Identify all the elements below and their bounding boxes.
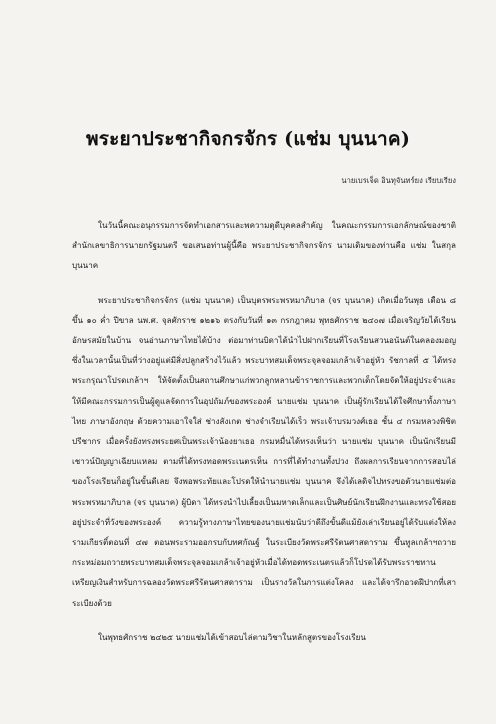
document-title: พระยาประชากิจกรจักร (แช่ม บุนนาค) bbox=[85, 128, 411, 150]
document-body bbox=[72, 215, 456, 661]
paragraph-2: พระยาประชากิจกรจักร (แช่ม บุนนาค) เป็นบุตรพระพรหมาภิบาล (จร บุนนาค) เกิดเมื่อวันพุธ เดือน ๘ ขึ้น ๑๐ ค่ำ ปีขาล นพ.ศ. จุลศักราช ๑๒๑๖ ตรงกับวันที่ ๑๓ กรกฎาคม พุทธศักราช ๒๔๐๗ เมื่อเจริญวัยได้เรียนอักษรสมัยในบ้าน จนอ่านภาษาไทยได้บ้าง ต่อมาท่านบิดาได้นำไปฝากเรียนที่โรงเรียนสวนอนันต์ในคลองมอญ ซึ่งในเวลานั้นเป็นที่ว่างอยู่แต่มีสิ่งปลูกสร้างไว้แล้ว พระบาทสมเด็จพระจุลจอมเกล้าเจ้าอยู่หัว รัชกาลที่ ๕ ได้ทรงพระกรุณาโปรดเกล้าฯ ให้จัดตั้งเป็นสถานศึกษาแก่พวกลูกหลานข้าราชการและพวกเด็กโดยจัดให้อยู่ประจำและให้มีคณะกรรมการเป็นผู้ดูแลจัดการในอุปถัมภ์ของพระองค์ นายแช่ม บุนนาค เป็นผู้รักเรียนได้ใจศึกษาทั้งภาษาไทย ภาษาอังกฤษ ด้วยความเอาใจใส่ ช่างสังเกต ช่างจำเรียนได้เร็ว พระเจ้าบรมวงศ์เธอ ชั้น ๔ กรมหลวงพิชิตปรีชากร เมื่อครั้งยังทรงพระยศเป็นพระเจ้าน้องยาเธอ กรมหมื่นได้ทรงเห็นว่า นายแช่ม บุนนาค เป็นนักเรียนมีเชาวน์ปัญญาเฉียบแหลม ตามที่ได้ทรงทอดพระเนตรเห็น การที่ได้ทำงานทั้งปวง ถึงผลการเรียนจากการสอบไล่ของโรงเรียนก็อยู่ในขั้นดีเลย จึงพอพระทัยและโปรดให้นำนายแช่ม บุนนาค จึงได้เลดิจไปทรงขอตัวนายแช่มต่อพระพรหมาภิบาล (จร บุนนาค) ผู้บิดา ได้ทรงนำไปเลี้ยงเป็นมหาดเล็กและเป็นศิษย์นักเรียนฝึกงานและทรงใช้สอยอยู่ประจำที่วังของพระองค์ ความรู้ทางภาษาไทยของนายแช่มนับว่าดีถึงขั้นดีแม้ยังเล่าเรียนอยู่ได้รับแต่งให้ลงรามเกียรติ์ตอนที่ ๔๗ ตอนพระรามออกรบกับทศกัณฐ์ ในระเบียงวัดพระศรีรัตนศาสดาราม ขึ้นทูลเกล้าฯถวายกระหม่อมถวายพระบาทสมเด็จพระจุลจอมเกล้าเจ้าอยู่หัวเมื่อได้ทอดพระเนตรแล้วก็โปรดได้รับพระราชทานเหรียญเงินสำหรับการฉลองวัดพระศรีรัตนศาสดาราม เป็นรางวัลในการแต่งโคลง และได้จารึกอวดฝีปากที่เสาระเบียงด้วย bbox=[72, 294, 456, 608]
paragraph-1: ในวันนี้คณะอนุกรรมการจัดทำเอกสารและพความดุดีบุคคลสำคัญ ในคณะกรรมการเอกลักษณ์ของชาติ สำนักเลขาธิการนายกรัฐมนตรี ขอเสนอท่านผู้นี้คือ พระยาประชากิจกรจักร นามเดิมของท่านคือ แช่ม ในสกุลบุนนาค bbox=[72, 220, 456, 271]
paragraph-3: ในพุทธศักราช ๒๔๒๕ นายแช่มได้เข้าสอบไล่ตามวิชาในหลักสูตรของโรงเรียน bbox=[98, 631, 366, 642]
author-line: นายเบรเจ็ด อินทุจันทร์ยง เรียบเรียง bbox=[341, 176, 456, 185]
